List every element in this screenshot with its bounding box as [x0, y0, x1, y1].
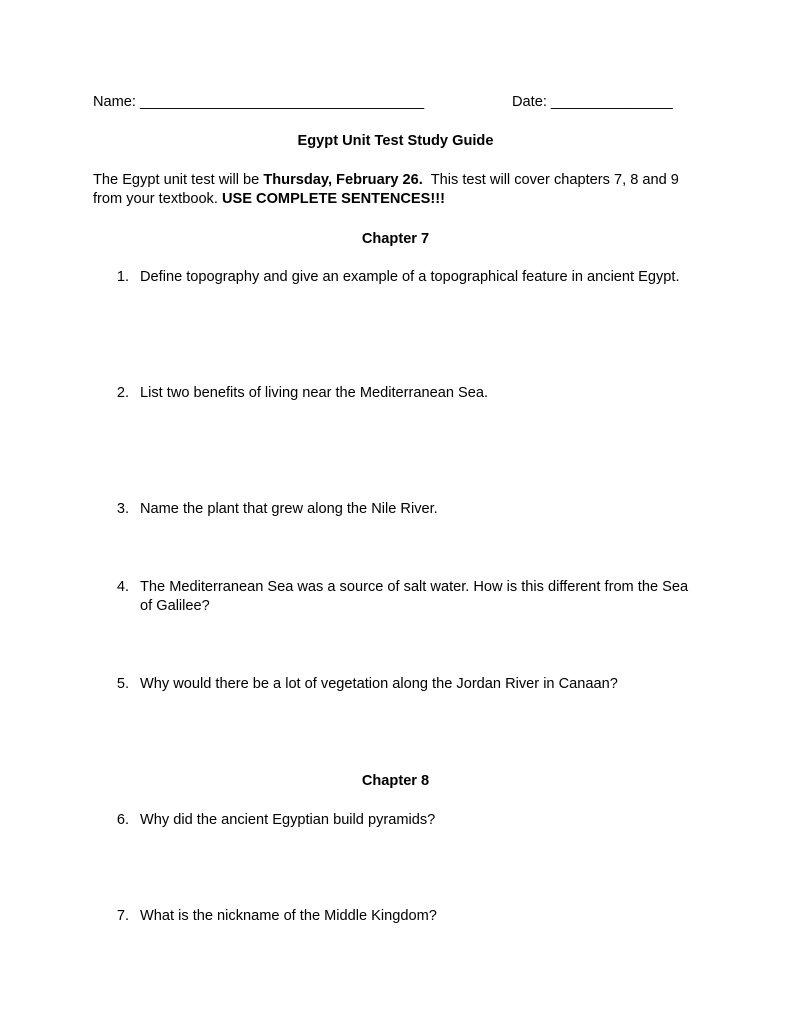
chapter-8-heading: Chapter 8 — [361, 773, 430, 789]
question-text: Why would there be a lot of vegetation along the Jordan River in Canaan? — [140, 676, 618, 692]
question-text: Why did the ancient Egyptian build pyramids? — [140, 812, 436, 828]
intro-line-1 — [93, 171, 679, 190]
intro-text: from your textbook. — [93, 191, 222, 207]
question-text: Name the plant that grew along the Nile River. — [140, 501, 438, 517]
date-line: Date: _______________ — [512, 94, 673, 110]
question-number: 5. — [116, 676, 129, 692]
question-number: 2. — [116, 385, 129, 401]
question-number: 1. — [116, 269, 129, 285]
question-text: The Mediterranean Sea was a source of salt water. How is this different from the Sea of Galilee? — [140, 579, 689, 614]
question-number: 4. — [116, 579, 129, 595]
chapter-7-heading: Chapter 7 — [361, 231, 430, 247]
intro-line-2 — [93, 190, 445, 209]
test-date: Thursday, February 26. — [263, 172, 423, 188]
page-title: Egypt Unit Test Study Guide — [297, 133, 494, 149]
question-text: List two benefits of living near the Mediterranean Sea. — [140, 385, 489, 401]
intro-text: The Egypt unit test will be — [93, 172, 264, 188]
question-number: 7. — [116, 908, 129, 924]
question-text: Define topography and give an example of a topographical feature in ancient Egypt. — [140, 269, 680, 285]
question-number: 6. — [116, 812, 129, 828]
question-text: What is the nickname of the Middle Kingdom? — [140, 908, 437, 924]
name-line: Name: ___________________________________ — [93, 94, 425, 110]
question-number: 3. — [116, 501, 129, 517]
intro-text: This test will cover chapters 7, 8 and 9 — [422, 172, 679, 188]
instruction-emphasis: USE COMPLETE SENTENCES!!! — [221, 191, 445, 207]
